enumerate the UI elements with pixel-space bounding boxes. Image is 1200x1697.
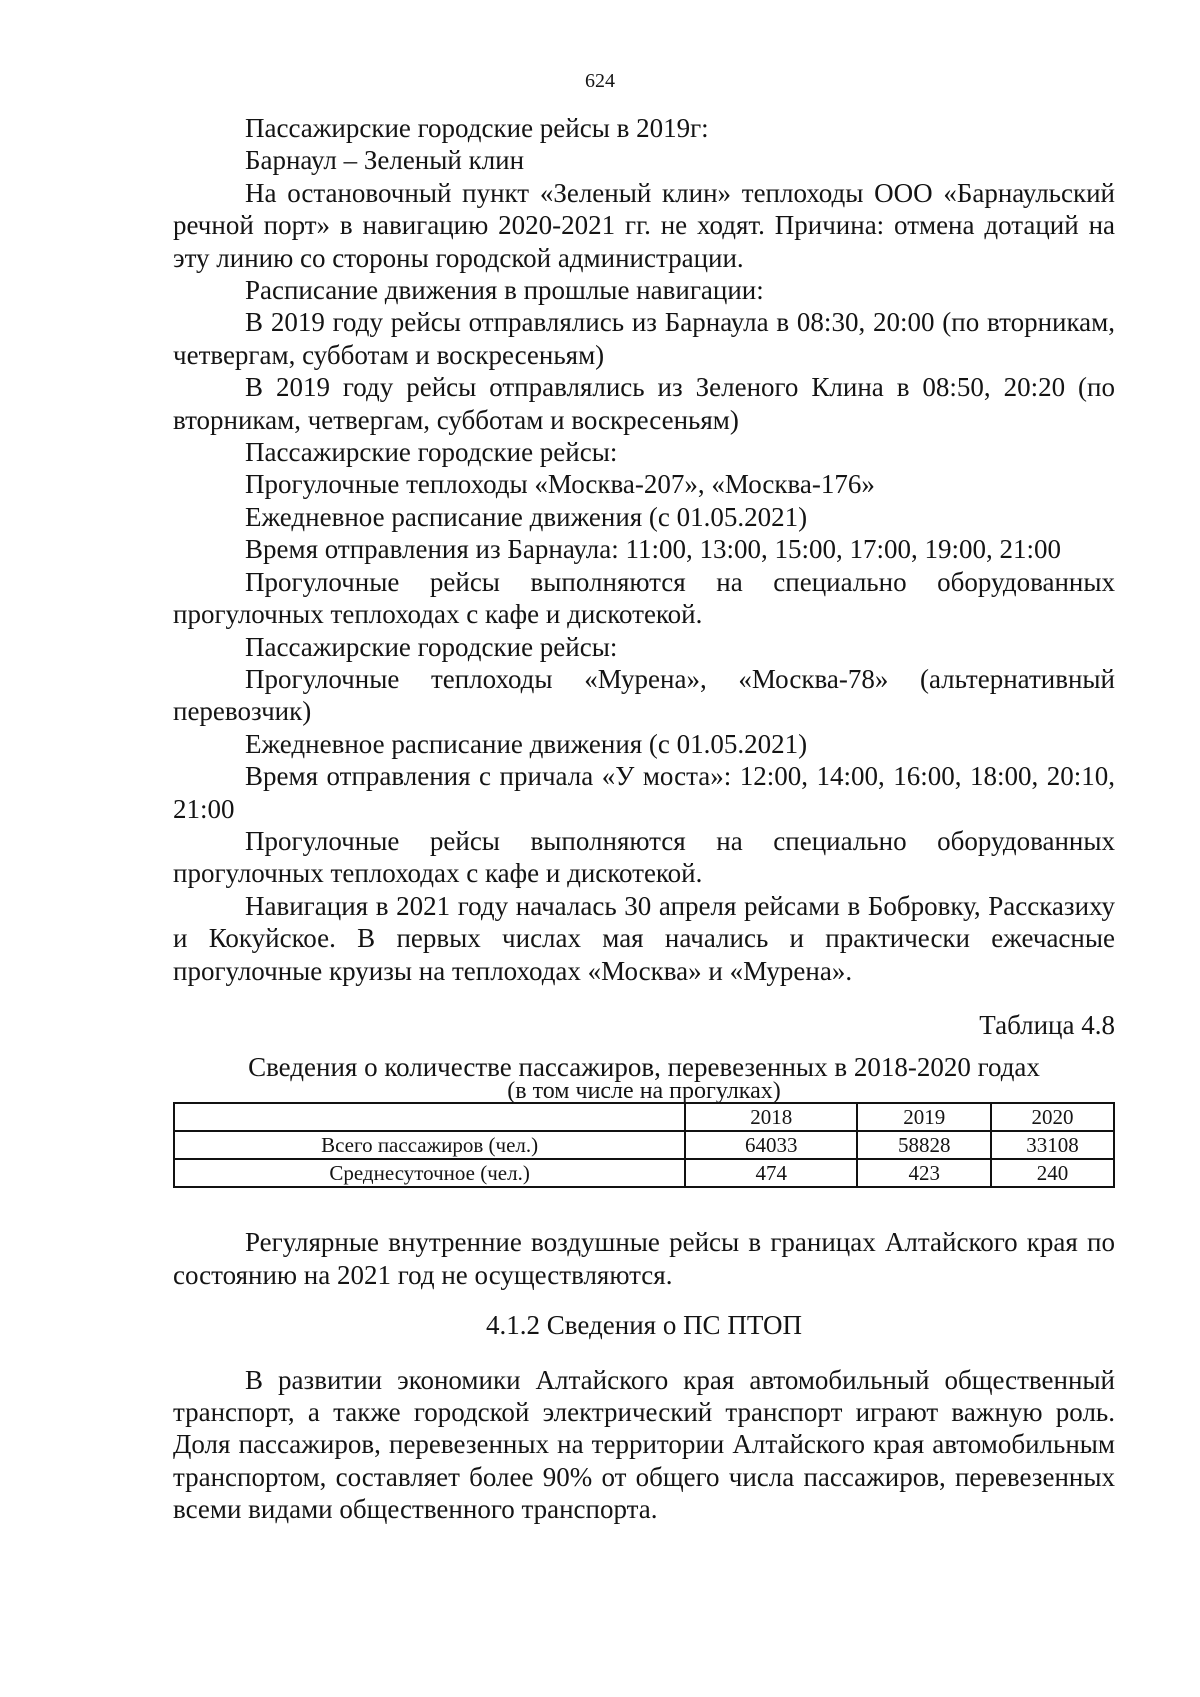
table-cell: 474 [685,1159,857,1187]
paragraph: Регулярные внутренние воздушные рейсы в границах Алтайского края по состоянию на 2021 год не осуществляются. [173,1227,1115,1290]
paragraph: Время отправления из Барнаула: 11:00, 13:00, 15:00, 17:00, 19:00, 21:00 [245,534,1061,565]
paragraph: В 2019 году рейсы отправлялись из Зеленого Клина в 08:50, 20:20 (по вторникам, четвергам, субботам и воскресеньям) [173,372,1115,435]
table-header-cell: 2019 [857,1103,991,1131]
page-number: 624 [585,70,615,92]
paragraph: Пассажирские городские рейсы в 2019г: [245,113,709,143]
table-label: Таблица 4.8 [979,1009,1115,1040]
section-heading: 4.1.2 Сведения о ПС ПТОП [486,1310,802,1341]
paragraph: Прогулочные рейсы выполняются на специально оборудованных прогулочных теплоходах с кафе и дискотекой. [173,825,1115,889]
table-cell: 423 [857,1159,991,1187]
table-subcaption: (в том числе на прогулках) [507,1078,781,1105]
paragraph: Навигация в 2021 году началась 30 апреля рейсами в Бобровку, Рассказиху и Кокуйское. В первых числах мая начались и практически ежечасные прогулочные круизы на теплоходах «Москва» и «Мурена». [173,890,1115,986]
table-cell: 240 [991,1159,1114,1187]
paragraph: Пассажирские городские рейсы: [245,631,618,662]
table-cell: Среднесуточное (чел.) [174,1159,685,1187]
paragraph: Прогулочные рейсы выполняются на специально оборудованных прогулочных теплоходах с кафе и дискотекой. [173,566,1115,630]
table-cell: 58828 [857,1131,991,1159]
paragraph: Время отправления с причала «У моста»: 12:00, 14:00, 16:00, 18:00, 20:10, 21:00 [173,761,1115,824]
table-header-cell: 2020 [991,1103,1114,1131]
paragraph: Расписание движения в прошлые навигации: [245,275,764,306]
table-header-cell [174,1103,685,1131]
page-body [173,112,1115,1526]
table-cell: 64033 [685,1131,857,1159]
table-header-row [174,1103,1114,1131]
table-header-cell: 2018 [685,1103,857,1131]
passenger-table [173,1102,1115,1188]
paragraph: Прогулочные теплоходы «Мурена», «Москва-78» (альтернативный перевозчик) [173,663,1115,727]
paragraph: Пассажирские городские рейсы: [245,437,618,468]
table-row [174,1159,1114,1187]
paragraph: Прогулочные теплоходы «Москва-207», «Москва-176» [245,469,875,500]
paragraph: Барнаул – Зеленый клин [245,145,525,176]
paragraph: Ежедневное расписание движения (с 01.05.2021) [245,501,808,532]
table-cell: Всего пассажиров (чел.) [174,1131,685,1159]
table-cell: 33108 [991,1131,1114,1159]
paragraph: В 2019 году рейсы отправлялись из Барнаула в 08:30, 20:00 (по вторникам, четвергам, субботам и воскресеньям) [173,307,1115,370]
paragraph: Ежедневное расписание движения (с 01.05.2021) [245,728,808,759]
paragraph: На остановочный пункт «Зеленый клин» теплоходы ООО «Барнаульский речной порт» в навигацию 2020-2021 гг. не ходят. Причина: отмена дотаций на эту линию со стороны городской администрации. [173,177,1115,273]
table-row [174,1131,1114,1159]
paragraph: В развитии экономики Алтайского края автомобильный общественный транспорт, а также городской электрический транспорт играют важную роль. Доля пассажиров, перевезенных на территории Алтайского края автомобильным транспортом, составляет более 90% от общего числа пассажиров, перевезенных всеми видами общественного транспорта. [173,1364,1115,1525]
table-caption: Сведения о количестве пассажиров, перевезенных в 2018-2020 годах [248,1052,1040,1083]
